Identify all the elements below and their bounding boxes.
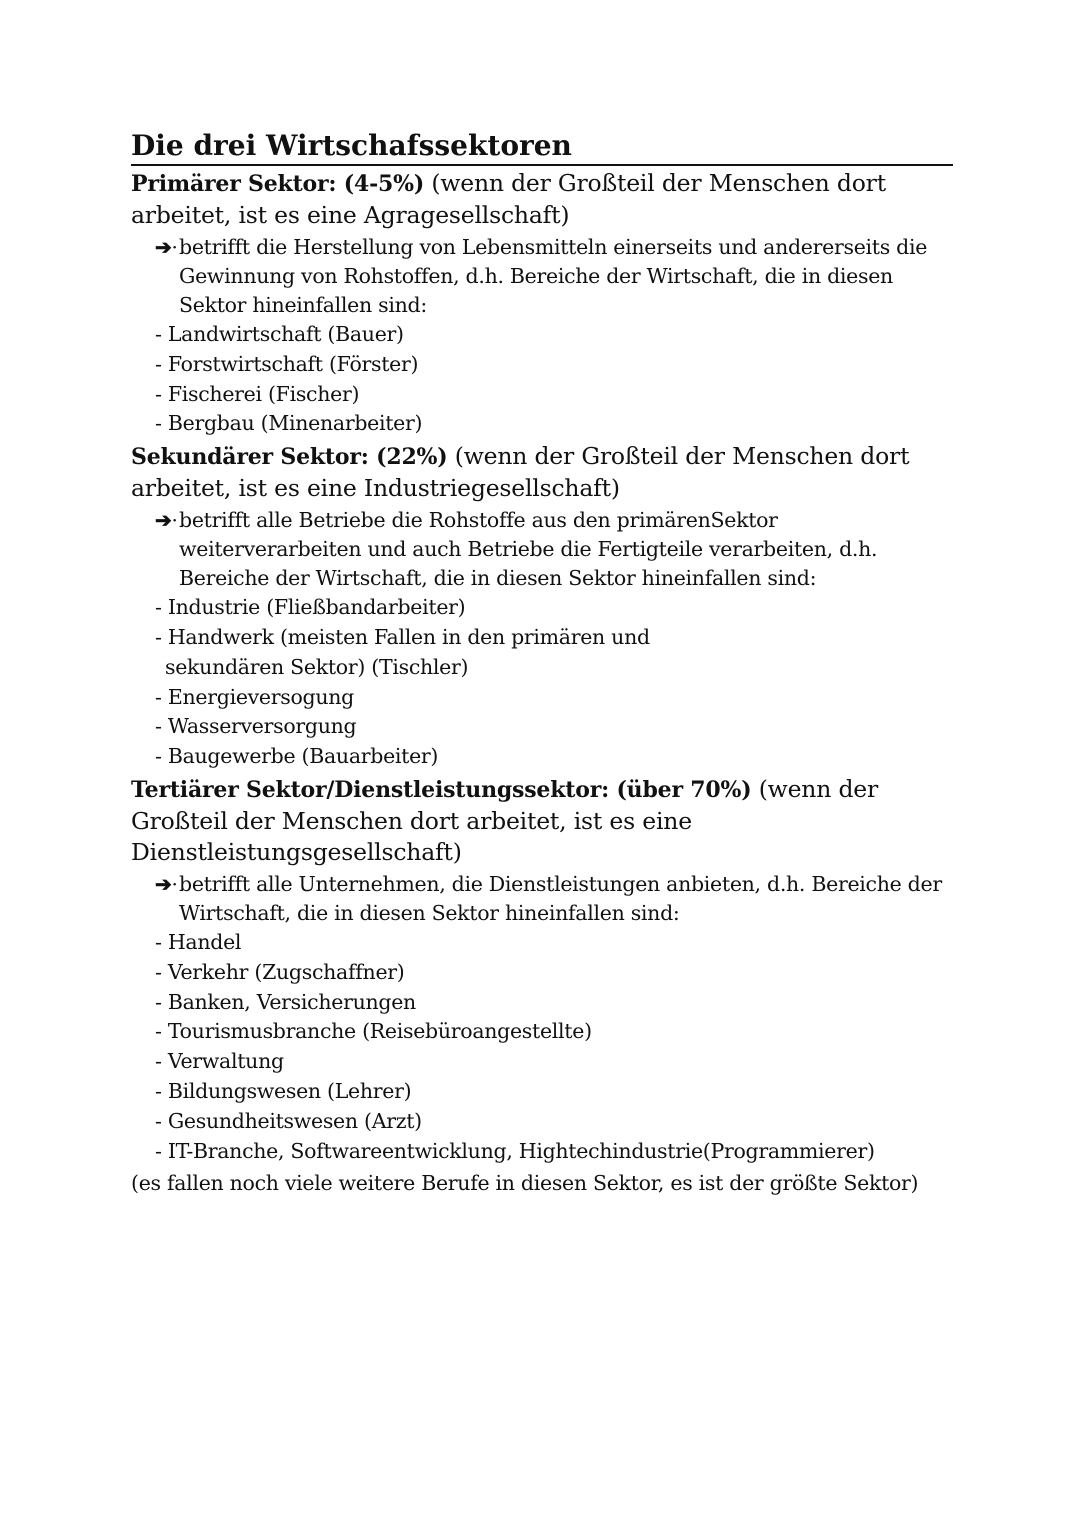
sector-primary — [131, 168, 953, 439]
sector-description — [155, 870, 953, 928]
list-item: - Industrie (Fließbandarbeiter) — [155, 595, 466, 620]
arrow-icon: ➔· — [155, 508, 178, 533]
sector-heading-note: (wenn der Großteil der Menschen dort arbeitet, ist es eine Industriegesellschaft) — [131, 442, 910, 503]
sector-heading-bold: Tertiärer Sektor/Dienstleistungssektor: (über 70%) — [131, 776, 752, 803]
document-title: Die drei Wirtschafssektoren — [131, 128, 953, 166]
list-item: - Landwirtschaft (Bauer) — [155, 322, 404, 346]
list-item: - Wasserversorgung — [155, 714, 357, 739]
sector-items — [155, 928, 953, 1166]
sector-secondary — [131, 441, 953, 772]
sector-items — [155, 320, 953, 439]
sector-heading — [131, 168, 953, 231]
list-item: - Fischerei (Fischer) — [155, 381, 360, 406]
list-item: - Bildungswesen (Lehrer) — [155, 1078, 412, 1103]
list-item: - Verwaltung — [155, 1049, 284, 1074]
sector-description — [155, 233, 953, 320]
list-item: - Banken, Versicherungen — [155, 989, 416, 1014]
list-item — [155, 623, 953, 683]
list-item: - Tourismusbranche (Reisebüroangestellte) — [155, 1019, 592, 1044]
sector-heading-note: (wenn der Großteil der Menschen dort arbeitet, ist es eine Dienstleistungsgesellschaft) — [131, 774, 879, 866]
list-item-continuation: sekundären Sektor) (Tischler) — [165, 654, 469, 679]
sector-heading-bold: Sekundärer Sektor: (22%) — [131, 444, 448, 471]
sector-heading — [131, 774, 953, 868]
sector-items — [155, 593, 953, 772]
list-item: - Baugewerbe (Bauarbeiter) — [155, 744, 439, 769]
sector-description-text: betrifft alle Betriebe die Rohstoffe aus den primärenSektor weiterverarbeiten und auch Betriebe die Fertigteile verarbeiten, d.h. Bereiche der Wirtschaft, die in diesen Sektor hineinfallen sind: — [179, 508, 878, 591]
list-item: - IT-Branche, Softwareentwicklung, Hightechindustrie(Programmierer) — [155, 1138, 875, 1163]
arrow-icon: ➔· — [155, 235, 178, 259]
closing-note: (es fallen noch viele weitere Berufe in diesen Sektor, es ist der größte Sektor) — [131, 1171, 919, 1196]
list-item: - Handel — [155, 929, 242, 954]
list-item-line: - Handwerk (meisten Fallen in den primären und — [155, 624, 650, 649]
document-page — [131, 128, 953, 1198]
sector-description-text: betrifft alle Unternehmen, die Dienstleistungen anbieten, d.h. Bereiche der Wirtschaft, die in diesen Sektor hineinfallen sind: — [179, 871, 942, 925]
list-item: - Verkehr (Zugschaffner) — [155, 959, 405, 984]
arrow-icon: ➔· — [155, 871, 178, 896]
sector-description-text: betrifft die Herstellung von Lebensmitteln einerseits und andererseits die Gewinnung von Rohstoffen, d.h. Bereiche der Wirtschaft, die in diesen Sektor hineinfallen sind: — [179, 235, 928, 317]
sector-description — [155, 506, 953, 593]
sector-heading-note: (wenn der Großteil der Menschen dort arbeitet, ist es eine Agragesellschaft) — [131, 169, 886, 229]
sector-heading — [131, 441, 953, 504]
list-item: - Gesundheitswesen (Arzt) — [155, 1108, 422, 1133]
list-item: - Bergbau (Minenarbeiter) — [155, 411, 423, 436]
list-item: - Energieversogung — [155, 684, 354, 709]
list-item: - Forstwirtschaft (Förster) — [155, 351, 419, 376]
sector-heading-bold: Primärer Sektor: (4-5%) — [131, 171, 425, 197]
sector-tertiary — [131, 774, 953, 1166]
